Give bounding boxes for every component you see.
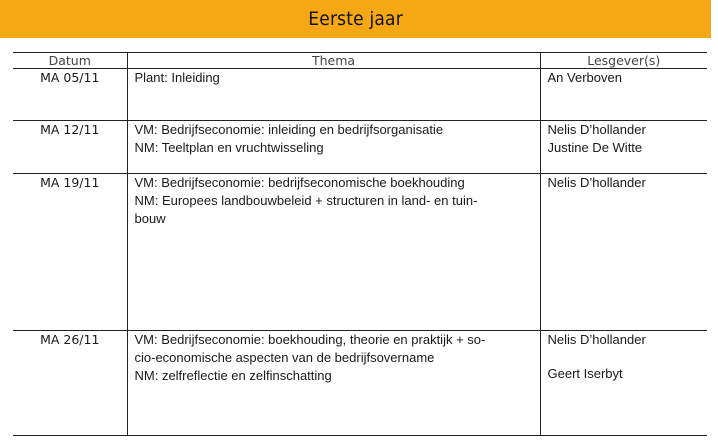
table-row xyxy=(13,69,707,121)
table-row xyxy=(13,174,707,331)
column-header-teacher: Lesgever(s) xyxy=(540,53,707,69)
row-date: MA 26/11 xyxy=(13,331,127,436)
teacher-name: Nelis D’hollander xyxy=(547,332,646,347)
theme-line: VM: Bedrijfseconomie: boekhouding, theorie en praktijk + so- xyxy=(134,332,486,347)
theme-line: cio-economische aspecten van de bedrijfsovername xyxy=(134,350,435,365)
theme-line: Plant: Inleiding xyxy=(134,70,220,85)
column-header-theme: Thema xyxy=(127,53,540,69)
theme-line: NM: Teeltplan en vruchtwisseling xyxy=(134,140,324,155)
theme-line: NM: zelfreflectie en zelfinschatting xyxy=(134,368,332,383)
table-row xyxy=(13,331,707,436)
row-teachers xyxy=(540,174,707,331)
theme-line: bouw xyxy=(134,211,166,226)
teacher-name: Nelis D’hollander xyxy=(547,122,646,137)
teacher-name: Nelis D’hollander xyxy=(547,175,646,190)
row-date: MA 05/11 xyxy=(13,69,127,121)
row-theme xyxy=(127,69,540,121)
page-title: Eerste jaar xyxy=(308,8,403,30)
row-teachers xyxy=(540,69,707,121)
row-theme xyxy=(127,121,540,174)
table-header-row xyxy=(13,53,707,69)
row-theme xyxy=(127,174,540,331)
theme-line: VM: Bedrijfseconomie: bedrijfseconomische boekhouding xyxy=(134,175,465,190)
column-header-date: Datum xyxy=(13,53,127,69)
teacher-name: Geert Iserbyt xyxy=(547,366,623,381)
title-bar xyxy=(0,0,711,38)
teacher-spacer xyxy=(548,349,708,365)
teacher-name: An Verboven xyxy=(547,70,622,85)
theme-line: NM: Europees landbouwbeleid + structuren in land- en tuin- xyxy=(134,193,478,208)
teacher-name: Justine De Witte xyxy=(547,140,643,155)
table-row xyxy=(13,121,707,174)
schedule-table xyxy=(13,52,707,436)
row-teachers xyxy=(540,331,707,436)
theme-line: VM: Bedrijfseconomie: inleiding en bedrijfsorganisatie xyxy=(134,122,444,137)
row-date: MA 19/11 xyxy=(13,174,127,331)
row-date: MA 12/11 xyxy=(13,121,127,174)
row-teachers xyxy=(540,121,707,174)
row-theme xyxy=(127,331,540,436)
